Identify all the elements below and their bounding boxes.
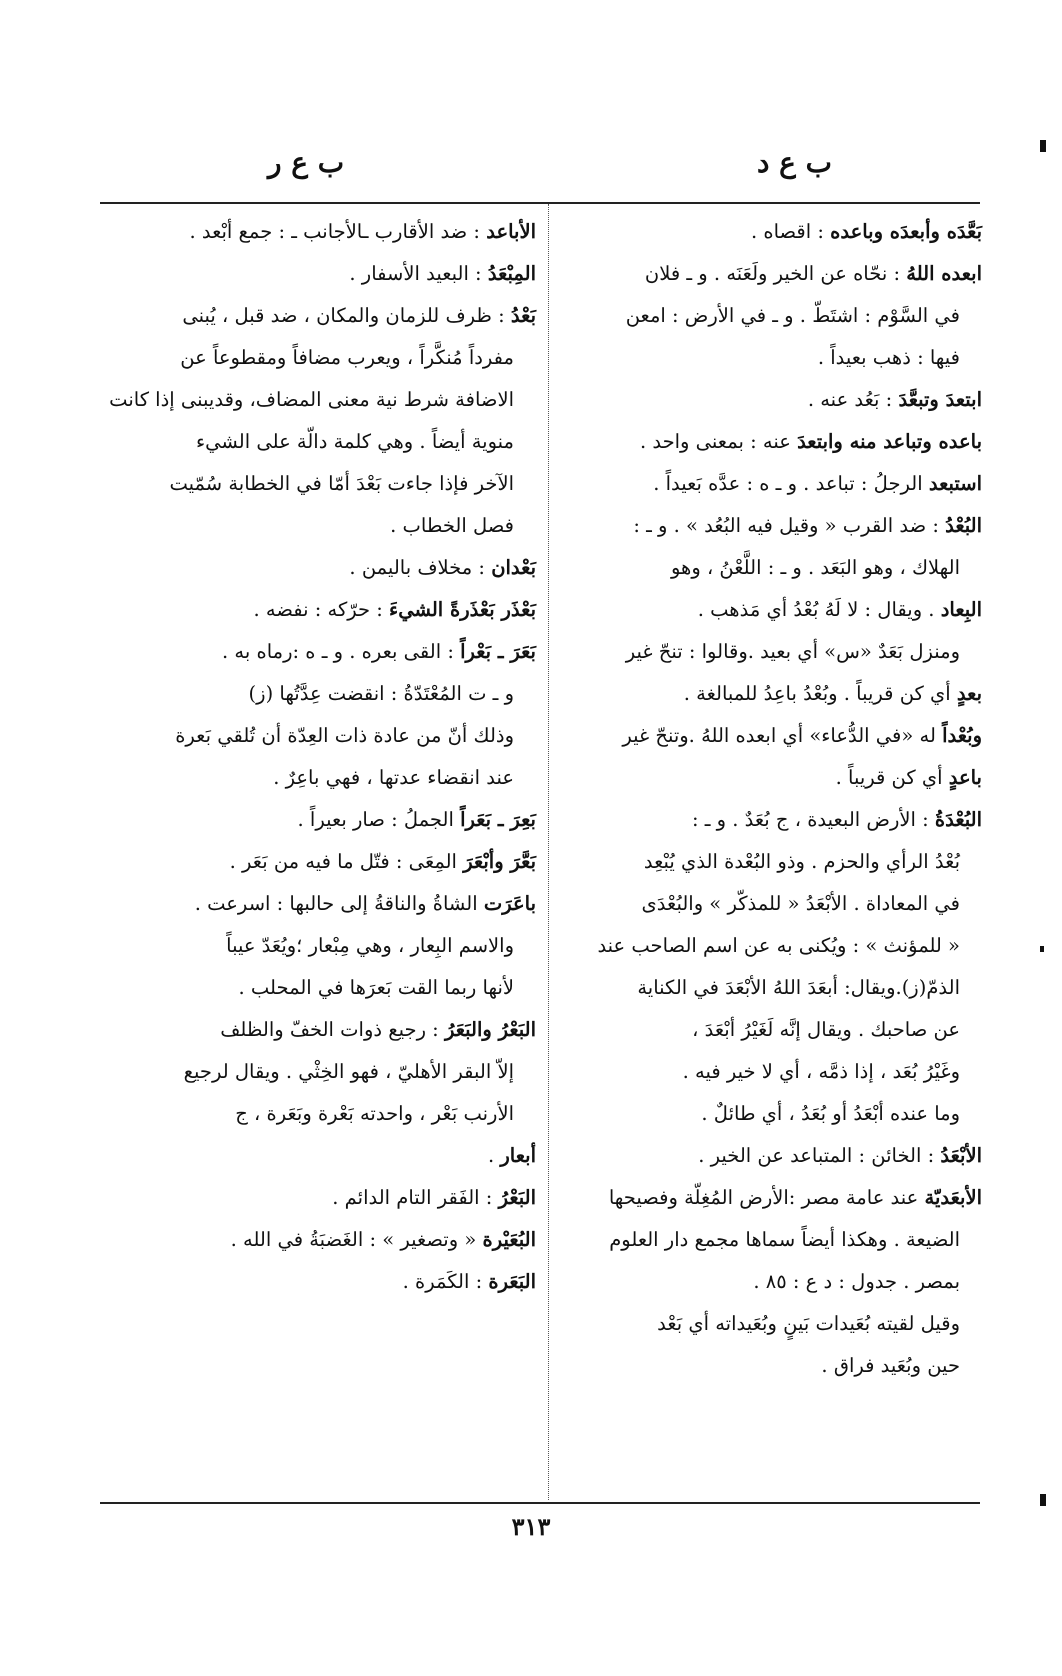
definition-text: في السَّوْم : اشتَطّ . و ـ في الأرض : امعن [625, 304, 960, 327]
definition-text: وما عنده أبْعَدُ أو بُعَدُ ، أي طائلٌ . [701, 1102, 960, 1125]
headword: بَعَّدَه وأبعدَه وباعده [830, 220, 982, 243]
definition-text: : نحّاه عن الخير ولَعَنَه . و ـ فلان [644, 262, 901, 285]
headword: الأبعَديّة [924, 1186, 982, 1209]
header-root-right: ب ع د [756, 146, 832, 179]
entry-line [564, 884, 982, 924]
entry-line [108, 632, 536, 672]
entry-line [564, 1010, 982, 1050]
entry-line [564, 548, 982, 588]
headword: البَعْرُ [498, 1186, 536, 1209]
definition-text: وقيل لقيته بُعَيدات بَينٍ وبُعَيداته أي بَعْد [657, 1312, 960, 1335]
entry-line [564, 464, 982, 504]
entry-line [108, 464, 536, 504]
headword: ابعده اللهُ [906, 262, 982, 285]
definition-text: عنه : بمعنى واحد . [639, 430, 791, 453]
entry-line [564, 296, 982, 336]
definition-text: : القى بعره . و ـ ه :رماه به . [222, 640, 454, 663]
entry-line [108, 548, 536, 588]
entry-line [564, 1094, 982, 1134]
entry-line [108, 926, 536, 966]
headword: أبعار [500, 1144, 536, 1167]
entry-line [108, 422, 536, 462]
definition-text: فصل الخطاب . [390, 514, 514, 537]
definition-text: الاضافة شرط نية معنى المضاف، وقديبنى إذا كانت [109, 388, 514, 411]
entry-line [564, 1346, 982, 1386]
bottom-rule [100, 1502, 980, 1504]
definition-text: « للمؤنث » : ويُكنى به عن اسم الصاحب عند [597, 934, 960, 957]
entry-line [564, 674, 982, 714]
definition-text: : الخائن : المتباعد عن الخير . [698, 1144, 935, 1167]
entry-line [564, 1178, 982, 1218]
headword: بَعْذَر بَعْذَرةً الشيءَ [389, 598, 536, 621]
entry-line [108, 1094, 536, 1134]
headword: بعدٍ [956, 682, 982, 705]
column-divider [548, 204, 549, 1500]
entry-line [564, 380, 982, 420]
entry-line [564, 926, 982, 966]
entry-line [108, 758, 536, 798]
definition-text: « وتصغير » : الغَضبَةُ في الله . [230, 1228, 477, 1251]
definition-text: مفرداً مُنكَّراً ، ويعرب مضافاً ومقطوعاً عن [180, 346, 514, 369]
definition-text: المِعَى : فتّل ما فيه من بَعَر . [229, 850, 457, 873]
headword: وبُعْداً [942, 724, 982, 747]
entry-line [108, 254, 536, 294]
headword: البِعاد [940, 598, 982, 621]
definition-text: . [487, 1144, 495, 1167]
definition-text: : ظرف للزمان والمكان ، ضد قبل ، يُبنى [182, 304, 505, 327]
left-column [108, 212, 536, 1304]
definition-text: أي كن قريباً . [835, 766, 943, 789]
definition-text: الهلاك ، وهو البَعَد . و ـ : اللَّعْنُ ، وهو [670, 556, 960, 579]
headword: بَعَرَ ـ بَعْراً [460, 640, 536, 663]
definition-text: لأنها ربما القت بَعرَها في المحلب . [238, 976, 514, 999]
definition-text: و ـ ت المُعْتَدّةُ : انقضت عِدَّتُها (ز) [248, 682, 514, 705]
headword: بَعْدُ [510, 304, 536, 327]
definition-text: . ويقال : لا لَهُ بُعْدُ أي مَذهب . [697, 598, 935, 621]
definition-text: له «في الدُّعاء» أي ابعده اللهُ .وتنحّ غير [622, 724, 936, 747]
definition-text: والاسم البِعار ، وهي مِبْعار ؛ويُعَدّ عيباً [226, 934, 514, 957]
entry-line [564, 338, 982, 378]
entry-line [564, 716, 982, 756]
definition-text: : بَعُد عنه . [807, 388, 893, 411]
entry-line [564, 758, 982, 798]
definition-text: بُعْدُ الرأي والحزم . وذو البُعْدة الذي يُبْعِد [643, 850, 960, 873]
definition-text: إلاّ البقر الأهليّ ، فهو الخِثْي . ويقال لرجيع [183, 1060, 514, 1083]
entry-line [108, 212, 536, 252]
headword: باعَرَت [483, 892, 536, 915]
definition-text: : الأرض البعيدة ، ج بُعَدٌ . و ـ : [691, 808, 929, 831]
headword: الأباعد [486, 220, 536, 243]
definition-text: أي كن قريباً . وبُعْدُ باعِدُ للمبالغة . [683, 682, 951, 705]
definition-text: عند انقضاء عدتها ، فهي باعِرٌ . [273, 766, 514, 789]
headword: بَعْدان [491, 556, 536, 579]
entry-line [564, 1136, 982, 1176]
headword: البُعْدَةُ [934, 808, 982, 831]
definition-text: : ضد الأقارب ـالأجانب ـ : جمع أبْعد . [189, 220, 481, 243]
entry-line [564, 968, 982, 1008]
right-column [564, 212, 982, 1388]
definition-text: الذمّ(ز).ويقال: أبعَدَ اللهُ الأبْعَدَ في الكناية [637, 976, 960, 999]
entry-line [108, 1136, 536, 1176]
definition-text: : الفَقر التام الدائم . [332, 1186, 493, 1209]
entry-line [108, 1262, 536, 1302]
headword: باعدٍ [948, 766, 982, 789]
definition-text: الضيعة . وهكذا أيضاً سماها مجمع دار العلوم [609, 1228, 960, 1251]
definition-text: ومنزل بَعَدٌ «س» أي بعيد .وقالوا : تنحّ غير [625, 640, 960, 663]
entry-line [108, 968, 536, 1008]
headword: البُعْدُ [945, 514, 982, 537]
headword: باعده وتباعد منه وابتعدَ [797, 430, 982, 453]
margin-mark [1040, 140, 1046, 152]
definition-text: منوية أيضاً . وهي كلمة دالّة على الشيء [195, 430, 514, 453]
margin-mark [1040, 946, 1044, 952]
headword: الأبْعَدُ [940, 1144, 982, 1167]
entry-line [108, 338, 536, 378]
entry-line [108, 506, 536, 546]
header-root-left: ب ع ر [268, 146, 345, 179]
definition-text: : البعيد الأسفار . [349, 262, 482, 285]
entry-line [564, 842, 982, 882]
definition-text: في المعاداة . الأبْعَدُ « للمذكّر » والبُعْدَى [641, 892, 960, 915]
entry-line [564, 632, 982, 672]
definition-text: الشاةُ والناقةُ إلى حالبها : اسرعت . [194, 892, 478, 915]
definition-text: : حرّكه : نفضه . [253, 598, 383, 621]
entry-line [108, 716, 536, 756]
definition-text: حين وبُعَيد فراق . [821, 1354, 960, 1377]
headword: البَعَرة [488, 1270, 536, 1293]
entry-line [108, 1010, 536, 1050]
entry-line [108, 1220, 536, 1260]
definition-text: : مخلاف باليمن . [349, 556, 485, 579]
entry-line [108, 800, 536, 840]
definition-text: وذلك أنّ من عادة ذات العِدّة أن تُلقي بَعرة [175, 724, 514, 747]
entry-line [564, 506, 982, 546]
entry-line [564, 422, 982, 462]
entry-line [564, 590, 982, 630]
definition-text: : الكَمَرة . [402, 1270, 483, 1293]
entry-line [564, 800, 982, 840]
top-rule [100, 202, 980, 204]
headword: البَعْرُ والبَعَرُ [444, 1018, 536, 1041]
definition-text: عن صاحبك . ويقال إنَّه لَغَيْرُ أبْعَدَ ، [692, 1018, 960, 1041]
definition-text: : رجيع ذوات الخفّ والظلف [220, 1018, 439, 1041]
entry-line [564, 1052, 982, 1092]
entry-line [108, 590, 536, 630]
page-number: ٣١٣ [511, 1512, 551, 1541]
definition-text: بمصر . جدول : د ع : ٨٥ . [753, 1270, 960, 1293]
entry-line [564, 1304, 982, 1344]
headword: المِبْعَدُ [487, 262, 536, 285]
definition-text: الجملُ : صار بعيراً . [297, 808, 454, 831]
headword: بَعَّرَ وأبْعَرَ [463, 850, 536, 873]
margin-mark [1040, 1494, 1046, 1506]
entry-line [564, 254, 982, 294]
entry-line [108, 296, 536, 336]
definition-text: فيها : ذهب بعيداً . [817, 346, 960, 369]
definition-text: الرجلُ : تباعد . و ـ ه : عدَّه بَعيداً . [653, 472, 923, 495]
headword: بَعِرَ ـ بَعَراً [460, 808, 536, 831]
entry-line [108, 842, 536, 882]
definition-text: عند عامة مصر :الأرض المُغِلّة وفصيحها [608, 1186, 919, 1209]
definition-text: الأرنب بَعْر ، واحدته بَعْرة وبَعَرة ، ج [235, 1102, 514, 1125]
entry-line [564, 212, 982, 252]
headword: البُعَيْرة [482, 1228, 536, 1251]
entry-line [108, 674, 536, 714]
definition-text: : اقصاه . [750, 220, 824, 243]
entry-line [108, 884, 536, 924]
entry-line [108, 1052, 536, 1092]
entry-line [564, 1262, 982, 1302]
definition-text: الآخر فإذا جاءت بَعْدَ أمّا في الخطابة سُمّيت [169, 472, 514, 495]
entry-line [564, 1220, 982, 1260]
entry-line [108, 380, 536, 420]
headword: استبعد [928, 472, 982, 495]
definition-text: وغَيْرُ بُعَد ، إذا ذمَّه ، أي لا خير فيه . [682, 1060, 960, 1083]
entry-line [108, 1178, 536, 1218]
headword: ابتعدَ وتبعَّدَ [898, 388, 982, 411]
definition-text: : ضد القرب « وقيل فيه البُعُد » . و ـ : [633, 514, 939, 537]
